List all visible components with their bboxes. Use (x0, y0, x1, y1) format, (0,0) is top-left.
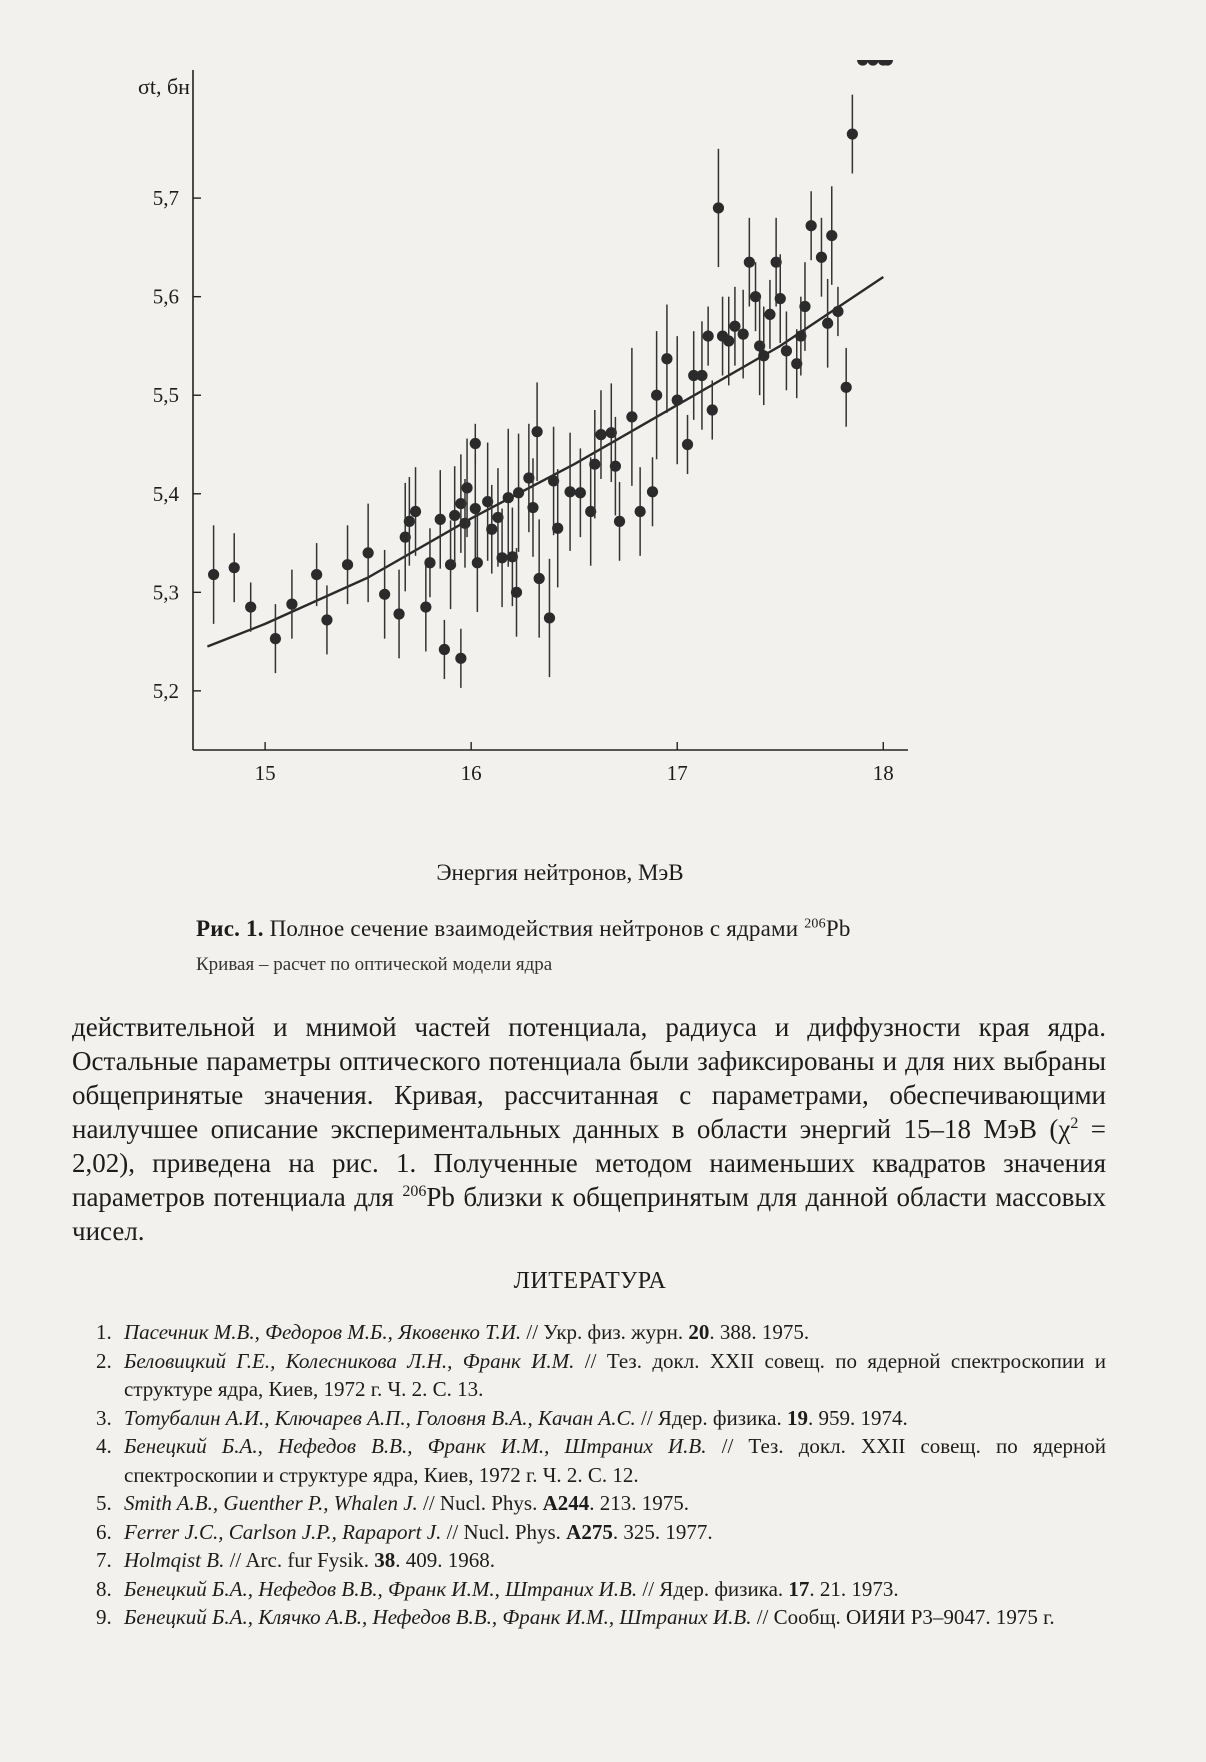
reference-authors: Бенецкий Б.А., Клячко А.В., Нефедов В.В., Франк И.М., Штраних И.В. (124, 1605, 752, 1629)
reference-authors: Пасечник М.В., Федоров М.Б., Яковенко Т.И. (124, 1320, 522, 1344)
plot-area (153, 60, 908, 785)
body-paragraph (72, 1010, 1106, 1248)
data-point (470, 438, 481, 449)
y-tick-label: 5,3 (152, 580, 179, 605)
data-point (847, 128, 858, 139)
data-point (703, 330, 714, 341)
reference-item (96, 1575, 1106, 1604)
figure-subcaption: Кривая – расчет по оптической модели ядра (196, 954, 553, 975)
x-tick-label: 16 (460, 761, 482, 785)
data-point (647, 486, 658, 497)
reference-pages: . 409. 1968. (395, 1548, 496, 1572)
data-point (723, 335, 734, 346)
data-point (449, 510, 460, 521)
data-point (470, 503, 481, 514)
data-point (311, 569, 322, 580)
caption-isotope-mass: 206 (804, 916, 826, 932)
reference-number: 4. (96, 1434, 112, 1458)
reference-item (96, 1489, 1106, 1518)
data-point (544, 612, 555, 623)
data-point (496, 552, 507, 563)
reference-volume: A244 (542, 1491, 590, 1515)
data-point (682, 439, 693, 450)
data-point (822, 318, 833, 329)
data-point (410, 506, 421, 517)
y-tick-label: 5,5 (152, 383, 179, 408)
reference-authors: Ferrer J.C., Carlson J.P., Rapaport J. (124, 1519, 442, 1544)
data-point (286, 599, 297, 610)
reference-volume: A275 (566, 1519, 613, 1544)
reference-authors: Беловицкий Г.Е., Колесникова Л.Н., Франк И.М. (124, 1348, 575, 1373)
figure-caption (196, 916, 1096, 942)
data-point (729, 321, 740, 332)
model-curve (207, 277, 883, 647)
reference-source: // Сообщ. ОИЯИ Р3–9047. 1975 г. (751, 1605, 1055, 1629)
data-point (651, 390, 662, 401)
y-axis-label: σt, бн (138, 74, 190, 99)
isotope-mass: 206 (402, 1183, 427, 1200)
x-tick-label: 17 (666, 761, 688, 785)
data-point (439, 644, 450, 655)
data-point (661, 353, 672, 364)
data-point (826, 230, 837, 241)
data-point (342, 559, 353, 570)
reference-authors: Бенецкий Б.А., Нефедов В.В., Франк И.М., Штраних И.В. (124, 1434, 707, 1458)
reference-pages: . 959. 1974. (808, 1405, 908, 1430)
data-point (707, 404, 718, 415)
caption-text: Полное сечение взаимодействия нейтронов с ядрами (269, 916, 799, 941)
reference-number: 9. (96, 1605, 112, 1629)
caption-isotope-symbol: Pb (825, 916, 851, 941)
reference-pages: . 325. 1977. (612, 1519, 713, 1544)
data-point (424, 557, 435, 568)
data-point (527, 502, 538, 513)
data-point (503, 492, 514, 503)
data-point (435, 514, 446, 525)
data-point (775, 293, 786, 304)
reference-pages: . 388. 1975. (709, 1320, 810, 1344)
reference-item (96, 1347, 1106, 1404)
reference-item (96, 1404, 1106, 1433)
reference-volume: 19 (787, 1405, 808, 1430)
data-point (841, 382, 852, 393)
reference-source: // Ядер. физика. (637, 1576, 789, 1601)
data-point (229, 562, 240, 573)
data-point (534, 573, 545, 584)
data-point (552, 523, 563, 534)
y-tick-label: 5,2 (152, 678, 179, 703)
caption-label: Рис. 1. (196, 916, 264, 941)
data-point (832, 306, 843, 317)
data-point (208, 569, 219, 580)
reference-authors: Бенецкий Б.А., Нефедов В.В., Франк И.М., Штраних И.В. (124, 1576, 638, 1601)
reference-source: // Укр. физ. журн. (521, 1320, 689, 1344)
reference-number: 5. (96, 1491, 112, 1515)
reference-number: 1. (96, 1320, 112, 1344)
data-point (758, 350, 769, 361)
data-point (857, 60, 868, 66)
reference-number: 8. (96, 1576, 112, 1601)
reference-source: // Ядер. физика. (635, 1405, 787, 1430)
reference-number: 6. (96, 1519, 112, 1544)
reference-number: 3. (96, 1405, 112, 1430)
data-point (764, 309, 775, 320)
data-point (404, 516, 415, 527)
data-point (564, 486, 575, 497)
references-heading: ЛИТЕРАТУРА (513, 1268, 667, 1294)
data-point (575, 487, 586, 498)
x-tick-label: 18 (872, 761, 894, 785)
cross-section-chart (120, 60, 1040, 900)
data-point (744, 257, 755, 268)
reference-volume: 38 (374, 1548, 396, 1572)
body-text-part-3: Pb близки к общепринятым для данной области массовых чисел. (72, 1182, 1106, 1246)
data-point (595, 429, 606, 440)
reference-number: 2. (96, 1348, 112, 1373)
y-tick-label: 5,6 (152, 284, 179, 309)
data-point (393, 608, 404, 619)
reference-authors: Smith A.B., Guenther P., Whalen J. (124, 1491, 418, 1515)
body-text-part-1: действительной и мнимой частей потенциала, радиуса и диффузности края ядра. Остальные параметры оптического потенциала были зафиксированы и для них выбраны общепринятые значения. Кривая, рассчитанная с параметрами, обеспечивающими наилучшее описание экспериментальных данных в области энергий 15–18 МэВ (χ (72, 1012, 1106, 1144)
reference-source: // Тез. докл. XXII совещ. по ядерной спектроскопии и структуре ядра, Киев, 1972 г. Ч. 2. С. 12. (124, 1434, 1106, 1487)
reference-volume: 20 (688, 1320, 710, 1344)
data-point (245, 602, 256, 613)
data-point (532, 426, 543, 437)
data-point (867, 60, 878, 66)
data-point (455, 653, 466, 664)
data-point (781, 345, 792, 356)
data-point (610, 461, 621, 472)
data-point (486, 524, 497, 535)
reference-item (96, 1432, 1106, 1489)
body-text-part-2: = 2,02), приведена на рис. 1. Полученные методом наименьших квадратов значения параметров потенциала для (72, 1114, 1106, 1212)
x-tick-label: 15 (254, 761, 276, 785)
reference-source: // Тез. докл. XXII совещ. по ядерной спектроскопии и структуре ядра, Киев, 1972 г. Ч. 2. С. 13. (124, 1348, 1106, 1401)
reference-item (96, 1546, 1106, 1575)
y-tick-label: 5,7 (152, 186, 179, 211)
reference-authors: Тотубалин А.И., Ключарев А.П., Головня В.А., Качан А.С. (124, 1405, 636, 1430)
data-point (472, 557, 483, 568)
data-point (589, 459, 600, 470)
data-point (420, 602, 431, 613)
data-point (379, 589, 390, 600)
data-point (461, 482, 472, 493)
data-point (270, 633, 281, 644)
data-point (806, 220, 817, 231)
references-list (96, 1318, 1106, 1632)
reference-pages: . 21. 1973. (809, 1576, 899, 1601)
data-point (816, 252, 827, 263)
reference-item (96, 1603, 1106, 1632)
x-axis-label: Энергия нейтронов, МэВ (436, 860, 684, 885)
data-point (321, 614, 332, 625)
data-point (511, 587, 522, 598)
data-point (459, 518, 470, 529)
reference-item (96, 1518, 1106, 1547)
reference-volume: 17 (788, 1576, 810, 1601)
data-point (626, 411, 637, 422)
data-point (713, 202, 724, 213)
y-tick-label: 5,4 (152, 481, 179, 506)
reference-authors: Holmqist B. (124, 1548, 225, 1572)
reference-source: // Nucl. Phys. (441, 1519, 567, 1544)
reference-pages: . 213. 1975. (589, 1491, 690, 1515)
data-point (672, 395, 683, 406)
data-point (738, 329, 749, 340)
reference-number: 7. (96, 1548, 112, 1572)
data-point (799, 301, 810, 312)
data-point (614, 516, 625, 527)
reference-source: // Arc. fur Fysik. (224, 1548, 375, 1572)
data-point (696, 370, 707, 381)
chi-exponent: 2 (1070, 1115, 1079, 1132)
data-point (635, 506, 646, 517)
reference-source: // Nucl. Phys. (417, 1491, 543, 1515)
data-point (363, 547, 374, 558)
reference-item (96, 1318, 1106, 1347)
data-point (513, 487, 524, 498)
